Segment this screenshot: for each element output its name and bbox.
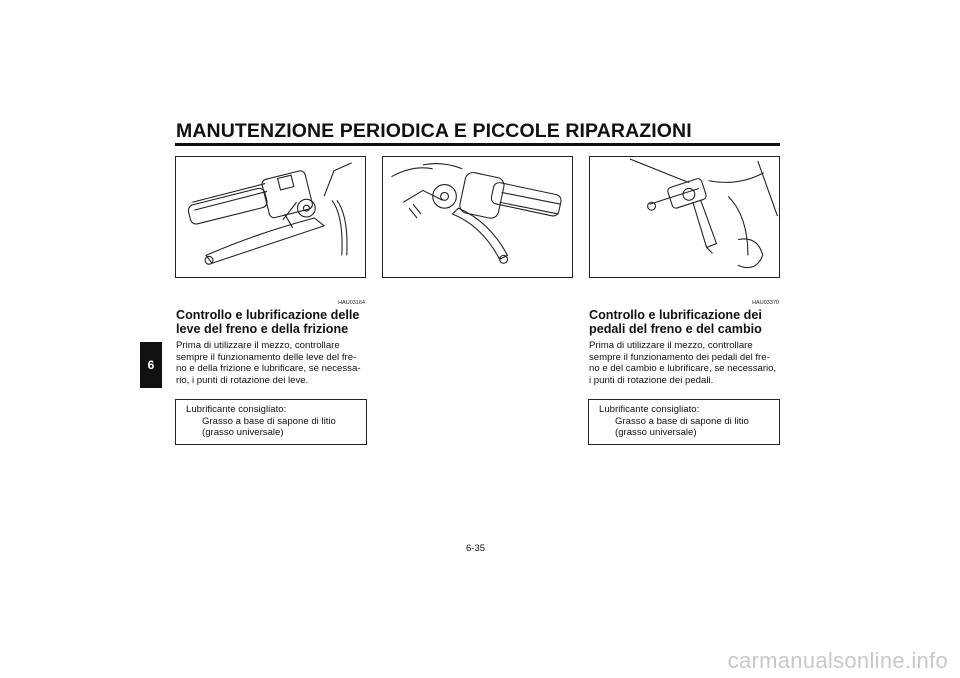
body-line: no e del cambio e lubrificare, se necessario, (589, 363, 777, 375)
section-title-line-2: pedali del freno e del cambio (589, 322, 762, 336)
page-number: 6-35 (466, 543, 486, 554)
chapter-tab: 6 (140, 342, 162, 388)
body-line: no e della frizione e lubrificare, se necessa- (176, 363, 361, 375)
section-title-line-1: Controllo e lubrificazione dei (589, 308, 762, 322)
lubricant-line: Grasso a base di sapone di litio (202, 415, 336, 427)
lubricant-box (175, 399, 367, 445)
brake-lever-illustration (382, 156, 573, 278)
page-title: MANUTENZIONE PERIODICA E PICCOLE RIPARAZIONI (176, 120, 692, 142)
lubricant-line: (grasso universale) (615, 427, 697, 439)
pedal-drawing (590, 157, 779, 277)
body-line: sempre il funzionamento delle leve del fre- (176, 351, 357, 363)
section-body (589, 340, 780, 386)
clutch-lever-illustration (175, 156, 366, 278)
lubricant-line: (grasso universale) (202, 427, 284, 439)
lubricant-line: Grasso a base di sapone di litio (615, 415, 749, 427)
section-title-line-1: Controllo e lubrificazione delle (176, 308, 360, 322)
lubricant-box (588, 399, 780, 445)
section-body (176, 340, 366, 386)
pedal-illustration (589, 156, 780, 278)
clutch-lever-drawing (176, 157, 365, 277)
body-line: sempre il funzionamento dei pedali del fre- (589, 351, 770, 363)
brake-lever-drawing (383, 157, 572, 277)
section-title-line-2: leve del freno e della frizione (176, 322, 349, 336)
section-code: HAU03164 (338, 300, 365, 306)
lubricant-label: Lubrificante consigliato: (599, 404, 700, 415)
watermark: carmanualsonline.info (727, 648, 948, 673)
body-line: i punti di rotazione dei pedali. (589, 374, 714, 386)
header-rule (175, 143, 780, 146)
lubricant-label: Lubrificante consigliato: (186, 404, 287, 415)
body-line: rio, i punti di rotazione dei leve. (176, 374, 309, 386)
section-code: HAU03370 (752, 300, 779, 306)
body-line: Prima di utilizzare il mezzo, controllare (589, 340, 753, 351)
body-line: Prima di utilizzare il mezzo, controllare (176, 340, 340, 351)
